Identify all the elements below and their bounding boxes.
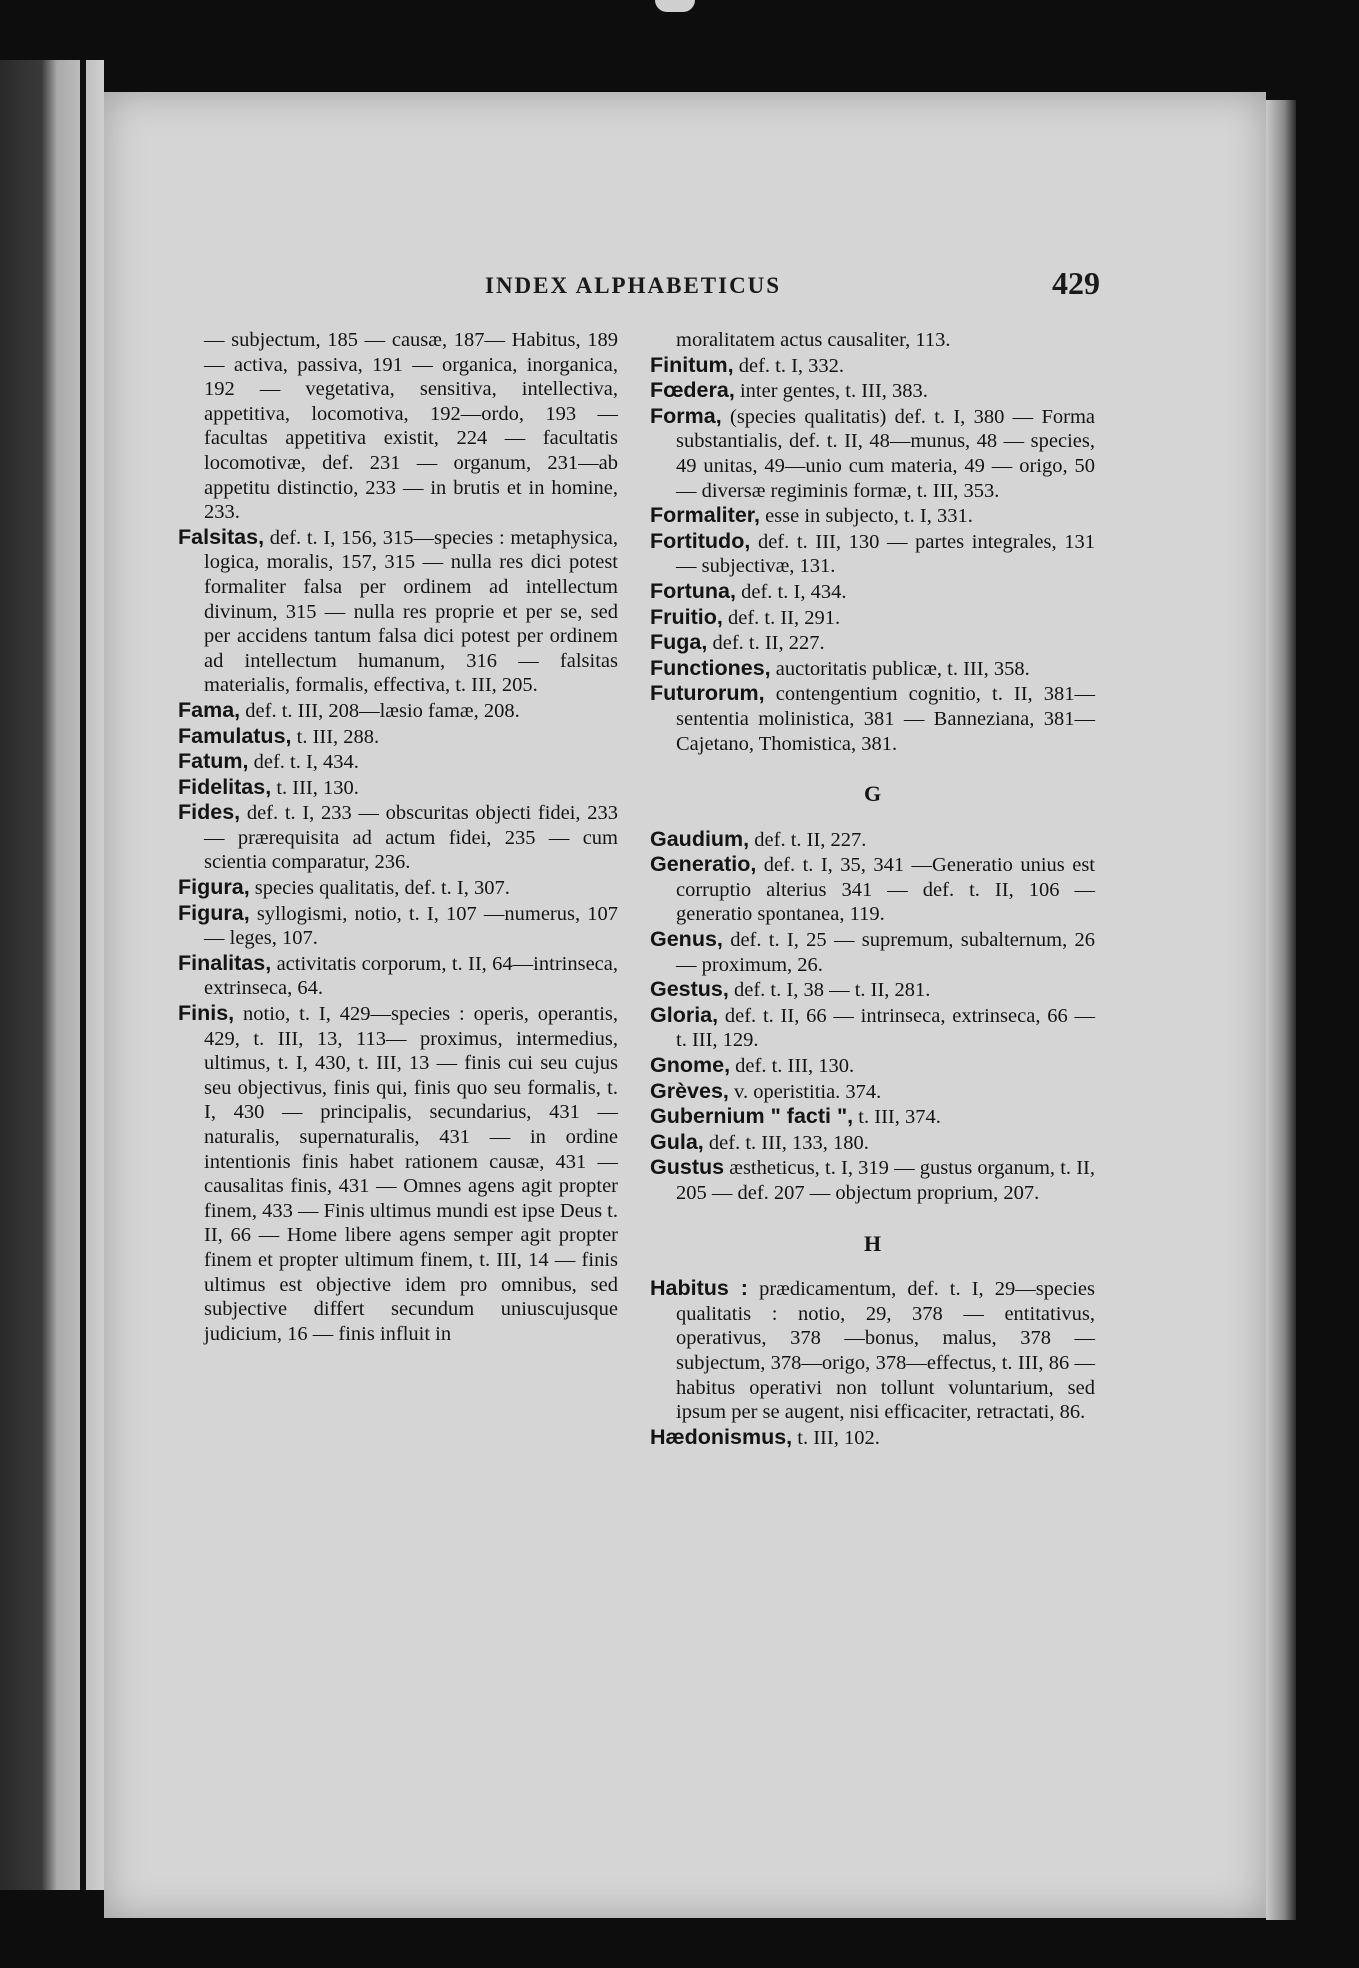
entry-headword: Gnome, — [650, 1053, 731, 1078]
entry-text: auctoritatis publicæ, t. III, 358. — [770, 657, 1030, 680]
index-entry — [178, 951, 618, 1001]
entry-headword: Fama, — [178, 697, 241, 722]
entry-text: t. III, 130. — [271, 776, 359, 799]
index-entry — [178, 328, 618, 525]
entry-text: def. t. II, 227. — [749, 828, 867, 851]
entry-text: esse in subjecto, t. I, 331. — [759, 505, 973, 528]
entry-text: def. t. III, 130 — partes integrales, 131 — subjectivæ, 131. — [676, 530, 1095, 578]
index-column-right — [650, 328, 1095, 1450]
entry-headword: Fœdera, — [650, 378, 735, 403]
index-entry — [650, 977, 1095, 1003]
entry-headword: Genus, — [650, 927, 723, 952]
index-entry — [650, 503, 1095, 529]
entry-text: def. t. I, 332. — [733, 354, 845, 377]
entry-text: activitatis corporum, t. II, 64—intrinseca, extrinseca, 64. — [204, 952, 618, 1000]
entry-headword: Famulatus, — [178, 723, 292, 748]
entry-text: inter gentes, t. III, 383. — [734, 380, 928, 403]
entry-text: prædicamentum, def. t. I, 29—species qualitatis : notio, 29, 378 — entitativus, operativus, 378 —bonus, malus, 378 — subjectum, 378—origo, 378—effectus, t. III, 86 — habitus operativi non tollunt voluntarium, sed ipsum per se augent, nisi efficaciter, retractati, 86. — [676, 1278, 1095, 1424]
index-entry — [178, 525, 618, 698]
index-entry — [650, 1276, 1095, 1425]
index-column-left — [178, 328, 618, 1346]
index-entry — [650, 656, 1095, 682]
index-entry — [650, 1053, 1095, 1079]
index-entry — [650, 529, 1095, 579]
entry-headword: Fatum, — [178, 749, 249, 774]
entry-text: def. t. III, 133, 180. — [703, 1131, 869, 1154]
entry-text: def. t. II, 227. — [707, 632, 825, 655]
index-entry — [650, 827, 1095, 853]
entry-text: def. t. I, 35, 341 —Generatio unius est corruptio alterius 341 — def. t. II, 106 — generatio spontanea, 119. — [676, 854, 1095, 926]
page-stack-edge — [1266, 100, 1296, 1920]
entry-headword: Figura, — [178, 875, 250, 900]
entry-text: def. t. I, 434. — [736, 580, 847, 603]
entry-text: def. t. I, 25 — supremum, subalternum, 26 — proximum, 26. — [676, 929, 1095, 976]
entry-headword: Fuga, — [650, 630, 708, 655]
entry-headword: Fides, — [178, 800, 241, 825]
index-entry — [650, 927, 1095, 977]
entry-headword: Fortuna, — [650, 578, 736, 603]
index-entry — [650, 852, 1095, 927]
book-binding-edge — [0, 60, 104, 1890]
entry-text: def. t. I, 434. — [248, 751, 359, 774]
entry-headword: Figura, — [178, 900, 250, 925]
entry-text: t. III, 374. — [853, 1106, 941, 1129]
index-entry — [650, 378, 1095, 404]
page-header — [380, 265, 1100, 305]
entry-text: t. III, 288. — [291, 725, 380, 748]
entry-text: def. t. I, 233 — obscuritas objecti fidei, 233 — prærequisita ad actum fidei, 235 — cum scientia comparatur, 236. — [204, 802, 618, 874]
index-entry — [650, 1425, 1095, 1451]
entry-headword: Formaliter, — [650, 503, 760, 528]
entry-text: notio, t. I, 429—species : operis, operantis, 429, t. III, 13, 113— proximus, intermedius, ultimus, t. I, 430, t. III, 13 — finis cui seu cujus seu objectivus, finis qui, finis quo seu formalis, t. I, 430 — principalis, secundarius, 431 — naturalis, supernaturalis, 431 — in ordine intentionis finis habet rationem causæ, 431 — causalitas finis, 431 — Omnes agens agit propter finem, 433 — Finis ultimus mundi est ipse Deus t. II, 66 — Home libere agens semper agit propter finem et propter ultimum finem, t. III, 14 — finis ultimus est objective idem pro omnibus, sed subjective differt secundum uniuscujusque judicium, 16 — finis influit in — [204, 1003, 618, 1345]
entry-headword: Gubernium " facti ", — [650, 1104, 854, 1129]
entry-headword: Fidelitas, — [178, 774, 272, 799]
entry-headword: Gula, — [650, 1129, 704, 1154]
entry-text: def. t. III, 130. — [730, 1055, 855, 1078]
index-entry — [178, 800, 618, 875]
entry-headword: Gestus, — [650, 977, 729, 1002]
entry-headword: Finitum, — [650, 352, 734, 377]
entry-text: t. III, 102. — [792, 1426, 880, 1449]
entry-headword: Fortitudo, — [650, 528, 751, 553]
index-entry — [178, 775, 618, 801]
index-entry — [650, 1079, 1095, 1105]
entry-headword: Futurorum, — [650, 681, 765, 706]
index-entry — [178, 1001, 618, 1346]
entry-text: def. t. III, 208—læsio famæ, 208. — [240, 699, 520, 722]
scan-mark — [655, 0, 695, 12]
entry-text: æstheticus, t. I, 319 — gustus organum, t. II, 205 — def. 207 — objectum proprium, 207. — [676, 1157, 1095, 1204]
index-entry — [650, 579, 1095, 605]
entry-text: moralitatem actus causaliter, 113. — [676, 329, 951, 351]
entry-text: (species qualitatis) def. t. I, 380 — Forma substantialis, def. t. II, 48—munus, 48 — species, 49 unitas, 49—unio cum materia, 49 — origo, 50 — diversæ regiminis formæ, t. III, 353. — [676, 405, 1095, 502]
entry-text: def. t. I, 156, 315—species : metaphysica, logica, moralis, 157, 315 — nulla res dici potest formaliter falsa per ordinem ad intellectum divinum, 315 — nulla res proprie et per se, sed per accidens tantum falsa dici potest per ordinem ad intellectum humanum, 316 — falsitas materialis, formalis, effectiva, t. III, 205. — [204, 526, 618, 697]
binding-line — [80, 60, 86, 1890]
index-entry — [650, 1104, 1095, 1130]
page-number: 429 — [1052, 265, 1100, 301]
entry-text: syllogismi, notio, t. I, 107 —numerus, 107 — leges, 107. — [204, 902, 618, 950]
entry-text: def. t. II, 66 — intrinseca, extrinseca, 66 — t. III, 129. — [676, 1004, 1095, 1052]
entry-text: contengentium cognitio, t. II, 381—sententia molinistica, 381 — Banneziana, 381—Cajetano, Thomistica, 381. — [676, 683, 1095, 755]
index-entry — [650, 404, 1095, 503]
index-entry — [650, 1130, 1095, 1156]
entry-headword: Gustus — [650, 1155, 725, 1180]
entry-headword: Finalitas, — [178, 950, 272, 975]
index-entry — [650, 630, 1095, 656]
entry-headword: Generatio, — [650, 852, 757, 877]
entry-text: — subjectum, 185 — causæ, 187— Habitus, 189 — activa, passiva, 191 — organica, inorganica, 192 — vegetativa, sensitiva, intellectiva, appetitiva, locomotiva, 192—ordo, 193 — facultas appetitiva existit, 224 — facultatis locomotivæ, def. 231 — organum, 231—ab appetitu distinctio, 233 — in brutis et in homine, 233. — [204, 329, 618, 524]
entry-text: def. t. II, 291. — [722, 606, 841, 629]
index-entry — [650, 605, 1095, 631]
entry-text: def. t. I, 38 — t. II, 281. — [728, 979, 931, 1002]
entry-headword: Gaudium, — [650, 826, 750, 851]
entry-headword: Functiones, — [650, 655, 771, 680]
entry-headword: Falsitas, — [178, 524, 265, 549]
entry-headword: Grèves, — [650, 1078, 729, 1103]
index-entry — [178, 698, 618, 724]
index-entry — [650, 328, 1095, 353]
index-entry — [178, 875, 618, 901]
entry-headword: Habitus : — [650, 1276, 748, 1301]
entry-text: species qualitatis, def. t. I, 307. — [249, 877, 510, 900]
index-entry — [650, 353, 1095, 379]
index-entry — [178, 901, 618, 951]
index-entry — [650, 1003, 1095, 1053]
entry-headword: Hædonismus, — [650, 1424, 793, 1449]
entry-headword: Finis, — [178, 1001, 235, 1026]
entry-headword: Forma, — [650, 403, 722, 428]
index-entry — [650, 1155, 1095, 1205]
section-letter: H — [863, 1230, 882, 1256]
running-title: INDEX ALPHABETICUS — [485, 273, 782, 298]
entry-headword: Gloria, — [650, 1002, 719, 1027]
index-entry — [178, 749, 618, 775]
entry-text: v. operistitia. 374. — [728, 1080, 882, 1103]
index-entry — [650, 681, 1095, 756]
index-entry — [178, 724, 618, 750]
section-letter: G — [863, 781, 882, 807]
entry-headword: Fruitio, — [650, 604, 723, 629]
